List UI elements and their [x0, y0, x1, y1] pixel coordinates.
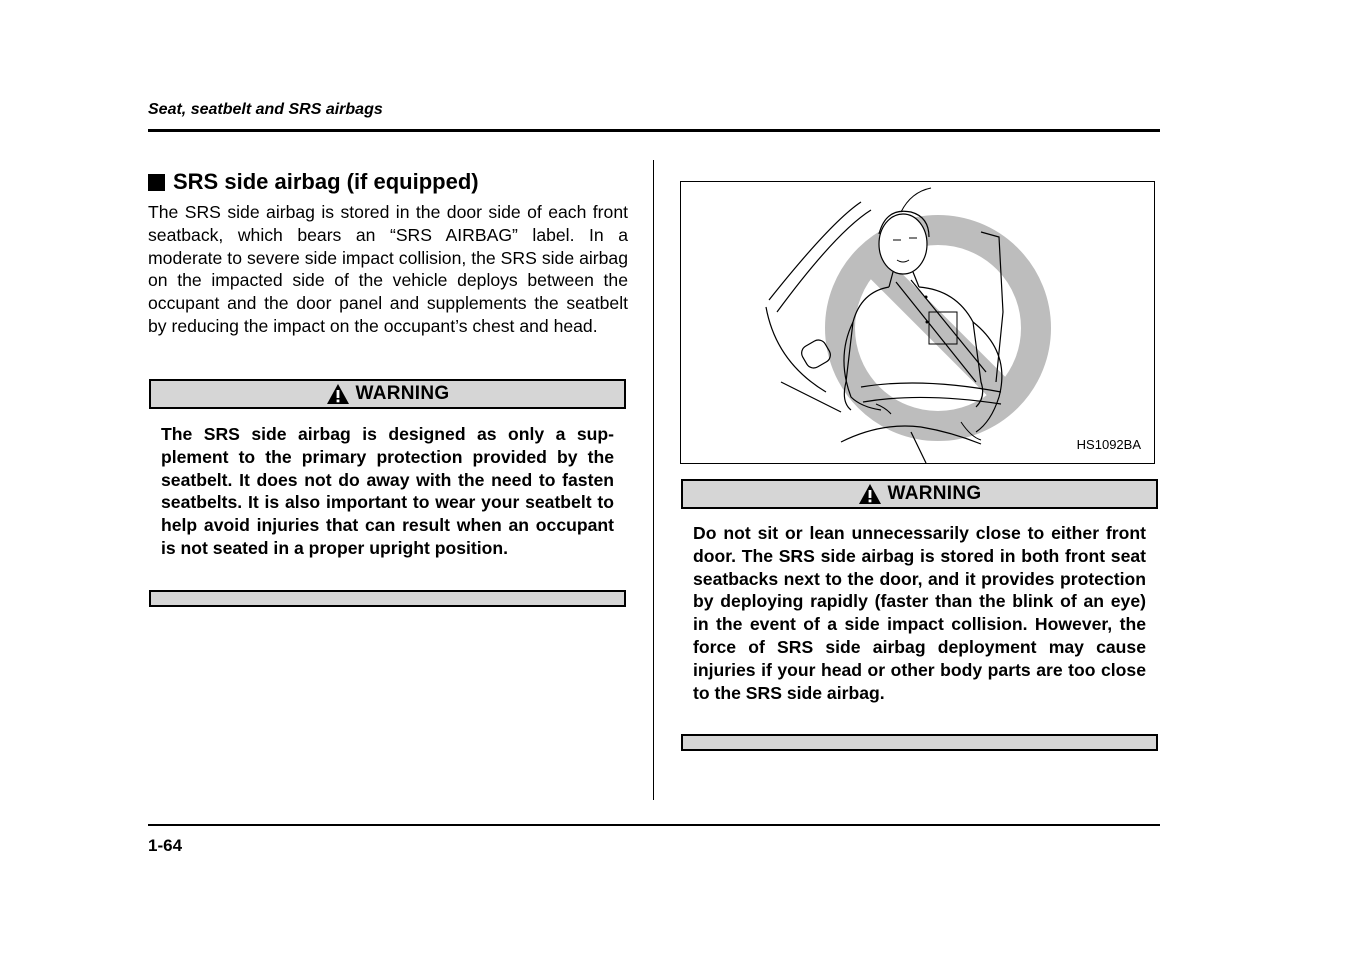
square-bullet-icon	[148, 174, 165, 191]
warning-text-left: The SRS side airbag is designed as only a supplement to the primary protection provided by the seatbelt. It does not do away with the need to fasten seatbelts. It is also important to wear your seatbelt to help avoid injuries that can result when an occupant is not seated in a proper upright position.	[161, 424, 614, 558]
warning-end-bar-left	[149, 590, 626, 607]
header-rule	[148, 129, 1160, 132]
illustration-frame	[680, 181, 1155, 464]
warning-label: WARNING	[355, 383, 450, 404]
warning-end-bar-right	[681, 734, 1158, 751]
warning-triangle-icon	[858, 483, 882, 505]
section-title-text: SRS side airbag (if equipped)	[173, 169, 479, 194]
occupant-illustration	[681, 182, 1154, 463]
warning-label: WARNING	[887, 483, 982, 504]
page-number: 1-64	[148, 836, 183, 855]
column-divider	[653, 160, 654, 800]
warning-text-right: Do not sit or lean unnecessarily close to either front door. The SRS side airbag is stored in both front seat seatbacks next to the door, and it provides protection by deploying rapidly (faster than the blink of an eye) in the event of a side impact collision. However, the force of SRS side airbag deployment may cause injuries if your head or other body parts are too close to the SRS side airbag.	[693, 523, 1146, 703]
footer-rule	[148, 824, 1160, 826]
running-header: Seat, seatbelt and SRS airbags	[148, 101, 383, 118]
warning-triangle-icon	[326, 383, 350, 405]
section-title	[148, 169, 479, 195]
warning-header-left	[149, 379, 626, 409]
body-paragraph: The SRS side airbag is stored in the door side of each front seatback, which bears an “SRS AIRBAG” label. In a moderate to severe side impact collision, the SRS side airbag on the impacted side of the vehicle deploys between the occupant and the door panel and supplements the seatbelt by reducing the impact on the occupant’s chest and head.	[148, 202, 628, 336]
figure-code: HS1092BA	[1076, 437, 1141, 452]
warning-header-right	[681, 479, 1158, 509]
